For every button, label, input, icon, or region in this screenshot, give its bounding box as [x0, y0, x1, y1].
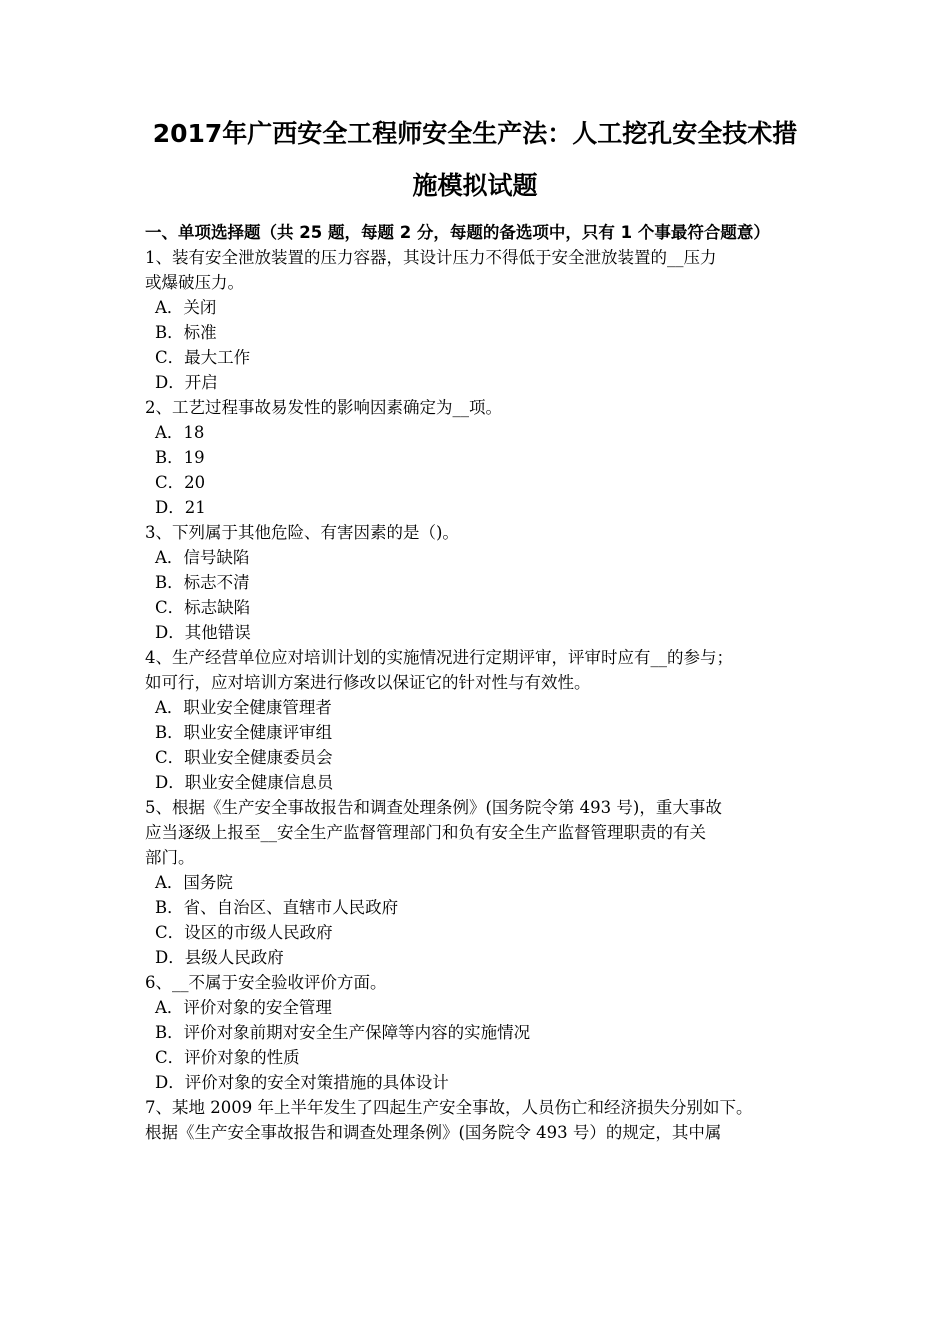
- question-text: 6、__不属于安全验收评价方面。: [145, 973, 387, 992]
- option-a: A．国务院: [155, 873, 233, 892]
- question-text: 如可行，应对培训方案进行修改以保证它的针对性与有效性。: [145, 673, 591, 692]
- question-text: 2、工艺过程事故易发性的影响因素确定为__项。: [145, 398, 502, 417]
- option-d: D．评价对象的安全对策措施的具体设计: [155, 1073, 449, 1092]
- question-text: 或爆破压力。: [145, 273, 244, 292]
- question-4: [145, 645, 813, 795]
- question-text: 3、下列属于其他危险、有害因素的是（)。: [145, 523, 459, 542]
- option-a: A．职业安全健康管理者: [155, 698, 332, 717]
- option-d: D．县级人民政府: [155, 948, 284, 967]
- question-7: [145, 1095, 813, 1145]
- option-c: C．职业安全健康委员会: [155, 748, 333, 767]
- option-b: B．省、自治区、直辖市人民政府: [155, 898, 399, 917]
- option-c: C．标志缺陷: [155, 598, 251, 617]
- option-d: D．21: [155, 498, 206, 517]
- question-text: 1、装有安全泄放装置的压力容器，其设计压力不得低于安全泄放装置的__压力: [145, 248, 717, 267]
- question-text: 应当逐级上报至__安全生产监督管理部门和负有安全生产监督管理职责的有关: [145, 823, 706, 842]
- question-text: 7、某地 2009 年上半年发生了四起生产安全事故，人员伤亡和经济损失分别如下。: [145, 1098, 753, 1117]
- option-d: D．职业安全健康信息员: [155, 773, 334, 792]
- question-3: [145, 520, 813, 645]
- option-c: C．20: [155, 473, 206, 492]
- document-title-line1: 2017年广西安全工程师安全生产法：人工挖孔安全技术措: [152, 119, 798, 148]
- option-a: A．评价对象的安全管理: [155, 998, 332, 1017]
- question-6: [145, 970, 813, 1095]
- question-text: 4、生产经营单位应对培训计划的实施情况进行定期评审，评审时应有__的参与；: [145, 648, 733, 667]
- document-title-line2: 施模拟试题: [412, 171, 538, 200]
- option-c: C．设区的市级人民政府: [155, 923, 333, 942]
- section-heading: 一、单项选择题（共 25 题，每题 2 分，每题的备选项中，只有 1 个事最符合题意）: [145, 223, 770, 242]
- option-c: C．评价对象的性质: [155, 1048, 300, 1067]
- option-d: D．开启: [155, 373, 218, 392]
- question-text: 5、根据《生产安全事故报告和调查处理条例》(国务院令第 493 号)，重大事故: [145, 798, 722, 817]
- option-a: A．18: [155, 423, 205, 442]
- option-d: D．其他错误: [155, 623, 251, 642]
- option-a: A．关闭: [155, 298, 217, 317]
- option-b: B．评价对象前期对安全生产保障等内容的实施情况: [155, 1023, 531, 1042]
- question-2: [145, 395, 813, 520]
- option-c: C．最大工作: [155, 348, 251, 367]
- option-b: B．职业安全健康评审组: [155, 723, 333, 742]
- question-5: [145, 795, 813, 970]
- question-1: [145, 245, 813, 395]
- document-body: [145, 220, 813, 1145]
- question-text: 部门。: [145, 848, 195, 867]
- option-b: B．标志不清: [155, 573, 250, 592]
- option-a: A．信号缺陷: [155, 548, 250, 567]
- option-b: B．19: [155, 448, 205, 467]
- question-text: 根据《生产安全事故报告和调查处理条例》(国务院令 493 号）的规定，其中属: [145, 1123, 722, 1142]
- option-b: B．标准: [155, 323, 217, 342]
